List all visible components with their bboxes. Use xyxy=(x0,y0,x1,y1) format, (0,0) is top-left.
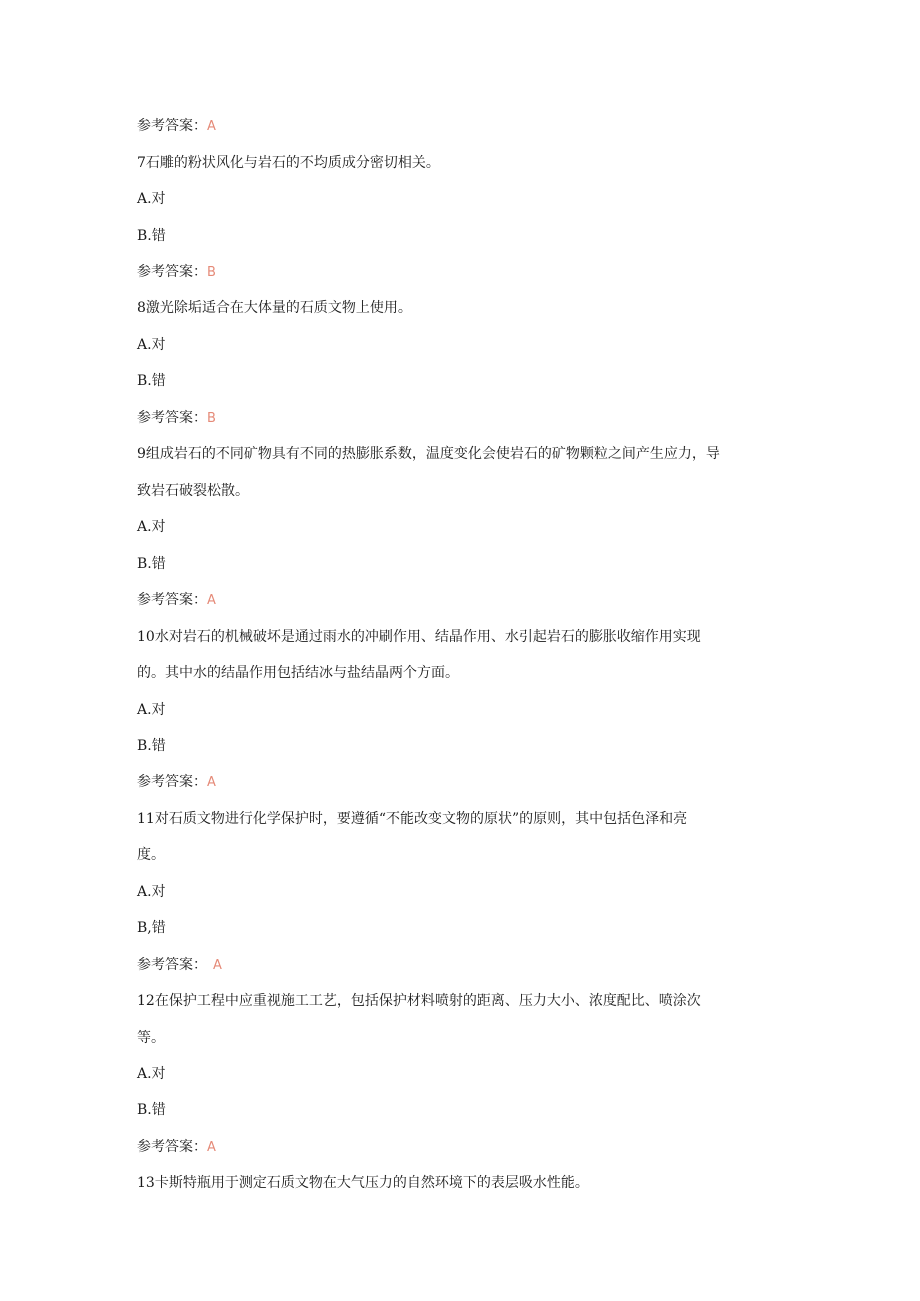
question-text: 10水对岩石的机械破坏是通过雨水的冲刷作用、结晶作用、水引起岩石的膨胀收缩作用实现 xyxy=(137,629,701,645)
answer-line xyxy=(137,772,216,793)
answer-value: A xyxy=(207,775,216,790)
answer-value: A xyxy=(207,593,216,608)
question-text-continued: 致岩石破裂松散。 xyxy=(137,483,249,499)
question-text: 9组成岩石的不同矿物具有不同的热膨胀系数，温度变化会使岩石的矿物颗粒之间产生应力，导 xyxy=(137,446,720,462)
question-text-continued: 的。其中水的结晶作用包括结冰与盐结晶两个方面。 xyxy=(137,665,459,681)
option-b: B.错 xyxy=(137,556,166,572)
question-text: 7石雕的粉状风化与岩石的不均质成分密切相关。 xyxy=(137,155,440,171)
question-text-continued: 等。 xyxy=(137,1030,165,1046)
question-text: 13卡斯特瓶用于测定石质文物在大气压力的自然环境下的表层吸水性能。 xyxy=(137,1175,589,1191)
answer-label: 参考答案： xyxy=(137,118,207,134)
answer-label: 参考答案： xyxy=(137,410,207,426)
option-a: A.对 xyxy=(137,519,166,535)
answer-value: B xyxy=(207,411,216,426)
answer-line xyxy=(137,408,216,429)
question-text: 12在保护工程中应重视施工工艺，包括保护材料喷射的距离、压力大小、浓度配比、喷涂次 xyxy=(137,993,701,1009)
option-a: A.对 xyxy=(137,337,166,353)
answer-value: A xyxy=(213,958,222,973)
answer-line xyxy=(137,116,216,137)
answer-value: A xyxy=(207,1140,216,1155)
question-text: 8激光除垢适合在大体量的石质文物上使用。 xyxy=(137,300,412,316)
question-text: 11对石质文物进行化学保护时，要遵循“不能改变文物的原状”的原则，其中包括色泽和亮 xyxy=(137,811,688,827)
option-b: B.错 xyxy=(137,1102,166,1118)
option-a: A.对 xyxy=(137,191,166,207)
answer-label: 参考答案： xyxy=(137,264,207,280)
option-a: A.对 xyxy=(137,1066,166,1082)
answer-label: 参考答案： xyxy=(137,774,207,790)
answer-line xyxy=(137,262,216,283)
option-a: A.对 xyxy=(137,702,166,718)
answer-label: 参考答案： xyxy=(137,957,207,973)
option-a: A.对 xyxy=(137,884,166,900)
answer-value: B xyxy=(207,265,216,280)
option-b: B.错 xyxy=(137,228,166,244)
question-text-continued: 度。 xyxy=(137,847,165,863)
answer-line xyxy=(137,590,216,611)
answer-line xyxy=(137,1137,216,1158)
answer-label: 参考答案： xyxy=(137,592,207,608)
answer-label: 参考答案： xyxy=(137,1139,207,1155)
answer-value: A xyxy=(207,119,216,134)
option-b: B.错 xyxy=(137,738,166,754)
option-b: B,错 xyxy=(137,920,166,936)
option-b: B.错 xyxy=(137,373,166,389)
answer-line xyxy=(137,955,222,976)
